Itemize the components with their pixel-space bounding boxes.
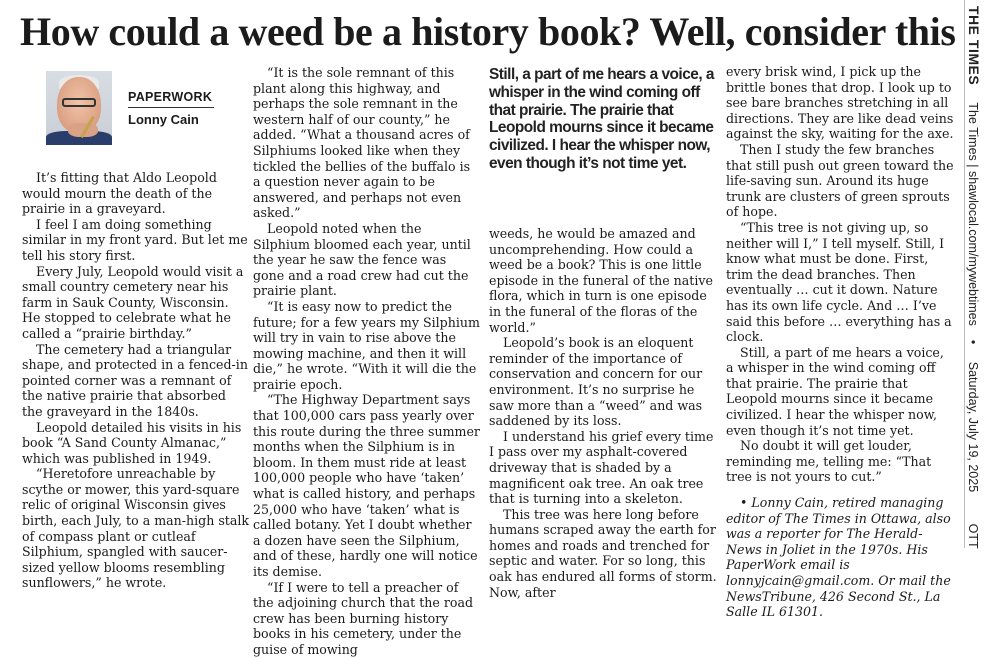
author-name: Lonny Cain [128,112,199,127]
paragraph: “It is easy now to predict the future; for a few years my Silphium will try in vain to rise above the mowing machine, and then it will die,” he wrote. “With it will die the prairie epoch. [253,298,480,392]
paragraph: Leopold detailed his visits in his book “A Sand County Almanac,” which was published in 1949. [22,419,242,466]
paragraph: Every July, Leopold would visit a small country cemetery near his farm in Sauk County, Wisconsin. He stopped to celebrate what he called a “prairie birthday.” [22,263,244,341]
author-photo [46,71,112,145]
author-bio: • Lonny Cain, retired managing editor of The Times in Ottawa, also was a reporter for The Herald-News in Joliet in the 1970s. His PaperWork email is lonnyjcain@gmail.com. Or mail the NewsTribune, 426 Second St., La Salle IL 61301. [726,495,951,620]
paragraph: It’s fitting that Aldo Leopold would mourn the death of the prairie in a graveyard. [22,170,217,217]
brand-name: THE TIMES [966,6,982,86]
paragraph: I feel I am doing something similar in my front yard. But let me tell his story first. [22,216,248,263]
paragraph: The cemetery had a triangular shape, and protected in a fenced-in pointed corner was a remnant of the native prairie that absorbed the graveyard in the 1840s. [22,341,248,419]
paragraph: every brisk wind, I pick up the brittle bones that drop. I look up to see bare branches stretching in all directions. They are like dead veins against the sky, waiting for the axe. [726,64,954,142]
side-info: THE TIMES The Times | shawlocal.com/mywebtimes• Saturday, July 19, 2025 OTT [966,6,982,549]
article-column-2 [253,65,481,658]
paragraph: Leopold’s book is an eloquent reminder of the importance of conservation and concern for our environment. It’s no surprise he saw more than a “weed” and was saddened by its loss. [489,335,703,429]
article-column-1 [22,170,250,591]
publication-url: The Times | shawlocal.com/mywebtimes [966,102,980,326]
article-column-4 [726,64,954,620]
paragraph: “If I were to tell a preacher of the adjoining church that the road crew has been burning history books in his cemetery, under the guise of mowing [253,579,474,657]
article-column-3 [489,226,717,600]
column-section-label: PAPERWORK [128,90,214,108]
paragraph: This tree was here long before humans scraped away the earth for homes and roads and trenched for septic and water. For so long, this oak has endured all forms of storm. Now, after [489,506,717,600]
paragraph: Then I study the few branches that still push out green toward the life-saving sun. Around its huge trunk are clusters of green sprouts of hope. [726,141,954,220]
pull-quote: Still, a part of me hears a voice, a whisper in the wind coming off that prairie. The prairie that Leopold mourns since it became civilized. I hear the whisper now, even though it’s not time yet. [489,66,714,172]
headline: How could a weed be a history book? Well, consider this [20,9,956,54]
paragraph: Still, a part of me hears a voice, a whisper in the wind coming off that prairie. The prairie that Leopold mourns since it became civilized. I hear the whisper now, even though it’s not time yet. [726,344,944,438]
paragraph: Leopold noted when the Silphium bloomed each year, until the year he saw the fence was gone and a road crew had cut the prairie plant. [253,220,471,299]
edition-code: OTT [966,523,980,549]
paragraph: weeds, he would be amazed and uncomprehending. How could a weed be a book? This is one little episode in the funeral of the native flora, which in turn is one episode in the funeral of the floras of the world.” [489,226,713,335]
paragraph: “This tree is not giving up, so neither will I,” I tell myself. Still, I know what must be done. First, trim the dead branches. Then eventually … cut it down. Nature has its own life cycle. And … I’ve said this before … everything has a clock. [726,219,952,345]
paragraph: I understand his grief every time I pass over my asphalt-covered driveway that is shaded by a magnificent oak tree. An oak tree that is turning into a skeleton. [489,428,714,507]
paragraph: “It is the sole remnant of this plant along this highway, and perhaps the sole remnant in the western half of our county,” he added. “What a thousand acres of Silphiums looked like when they tickled the bellies of the buffalo is a question never again to be answered, and perhaps not even asked.” [253,65,471,221]
paragraph: “Heretofore unreachable by scythe or mower, this yard-square relic of original Wisconsin gives birth, each July, to a man-high stalk of compass plant or cutleaf Silphium, spangled with saucer-sized yellow blooms resembling sunflowers,” he wrote. [22,466,250,591]
paragraph: “The Highway Department says that 100,000 cars pass yearly over this route during the three summer months when the Silphium is in bloom. In them must ride at least 100,000 people who have ‘taken’ what is called history, and perhaps 25,000 who have ‘taken’ what is called botany. Yet I doubt whether a dozen have seen the Silphium, and of these, hardly one will notice its demise. [253,392,480,579]
paragraph: No doubt it will get louder, reminding me, telling me: “That tree is not yours to cut.” [726,438,932,485]
publication-date: Saturday, July 19, 2025 [966,361,980,493]
